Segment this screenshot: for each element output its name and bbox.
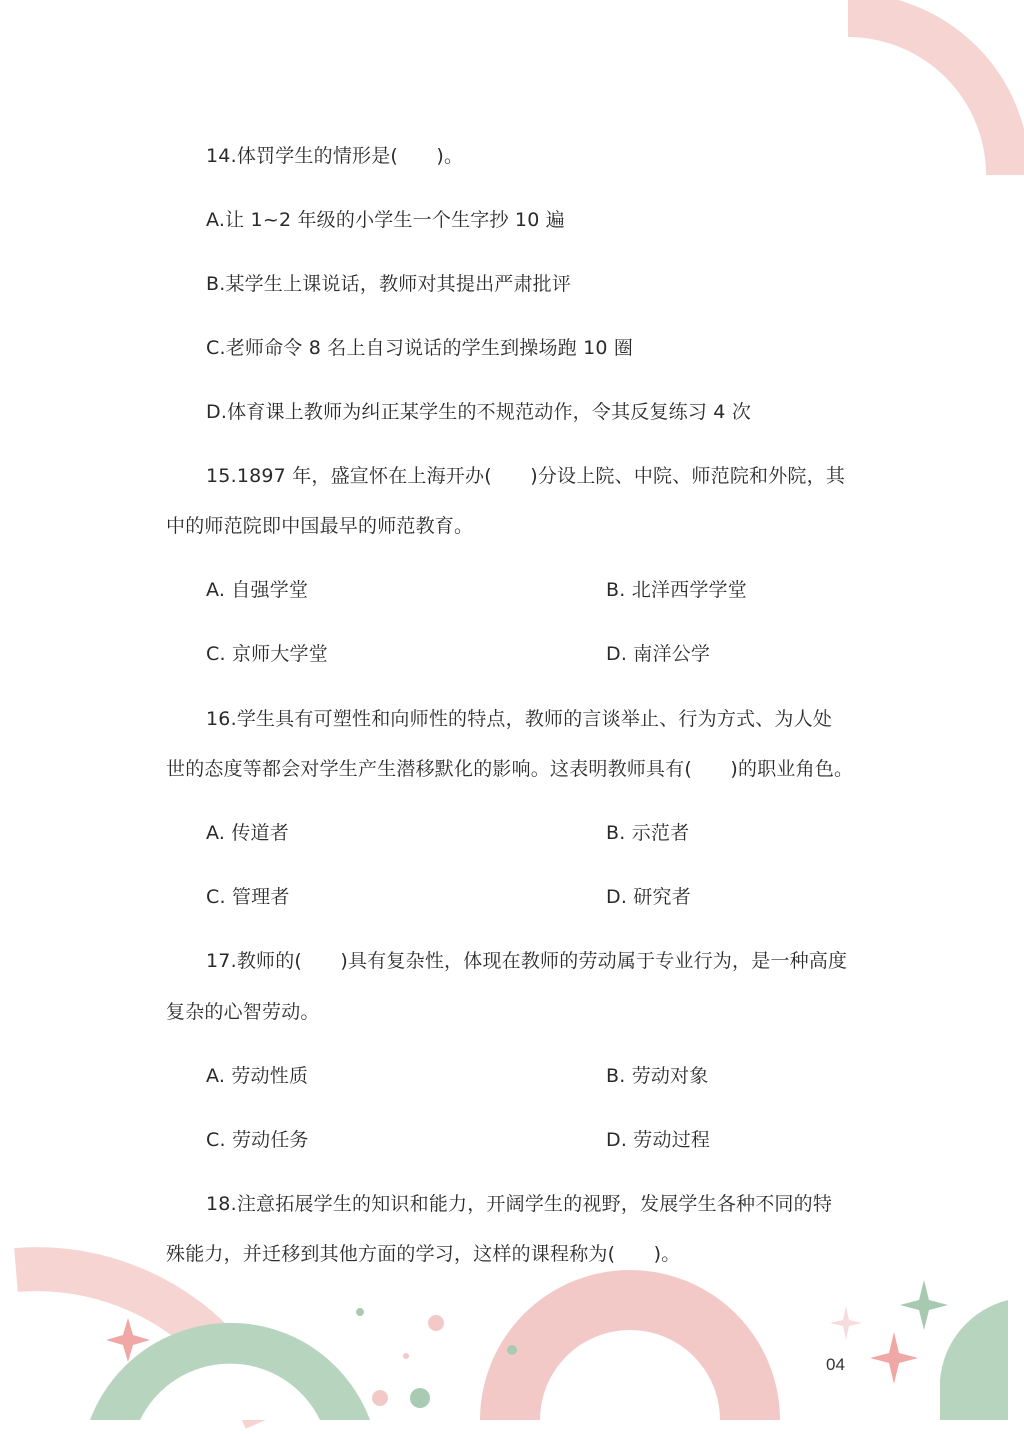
question-14-option-b: B.某学生上课说话，教师对其提出严肃批评 <box>206 273 572 295</box>
question-14-option-a: A.让 1~2 年级的小学生一个生字抄 10 遍 <box>206 209 565 231</box>
question-15-stem-line-1: 15.1897 年，盛宣怀在上海开办( )分设上院、中院、师范院和外院，其 <box>206 465 846 487</box>
question-14-option-d: D.体育课上教师为纠正某学生的不规范动作，令其反复练习 4 次 <box>206 401 752 423</box>
question-17-stem-line-1: 17.教师的( )具有复杂性，体现在教师的劳动属于专业行为，是一种高度 <box>206 950 848 972</box>
question-14-option-c: C.老师命令 8 名上自习说话的学生到操场跑 10 圈 <box>206 337 634 359</box>
question-16-option-b: B. 示范者 <box>606 822 690 844</box>
question-14-stem: 14.体罚学生的情形是( )。 <box>206 145 464 167</box>
question-16-stem-line-1: 16.学生具有可塑性和向师性的特点，教师的言谈举止、行为方式、为人处 <box>206 708 833 730</box>
question-17-option-a: A. 劳动性质 <box>206 1065 309 1087</box>
question-16-option-a: A. 传道者 <box>206 822 289 844</box>
question-17-option-d: D. 劳动过程 <box>606 1129 711 1151</box>
question-15-option-d: D. 南洋公学 <box>606 643 711 665</box>
page-number: 04 <box>826 1355 845 1374</box>
question-15-option-a: A. 自强学堂 <box>206 579 309 601</box>
question-15-option-c: C. 京师大学堂 <box>206 643 328 665</box>
question-17-stem-line-2: 复杂的心智劳动。 <box>166 1001 320 1023</box>
question-16-option-d: D. 研究者 <box>606 886 691 908</box>
question-18-stem-line-1: 18.注意拓展学生的知识和能力，开阔学生的视野，发展学生各种不同的特 <box>206 1193 833 1215</box>
question-15-stem-line-2: 中的师范院即中国最早的师范教育。 <box>166 515 474 537</box>
question-16-option-c: C. 管理者 <box>206 886 290 908</box>
question-15-option-b: B. 北洋西学学堂 <box>606 579 747 601</box>
question-18-stem-line-2: 殊能力，并迁移到其他方面的学习，这样的课程称为( )。 <box>166 1243 681 1265</box>
question-17-option-b: B. 劳动对象 <box>606 1065 709 1087</box>
question-16-stem-line-2: 世的态度等都会对学生产生潜移默化的影响。这表明教师具有( )的职业角色。 <box>166 758 854 780</box>
question-17-option-c: C. 劳动任务 <box>206 1129 309 1151</box>
